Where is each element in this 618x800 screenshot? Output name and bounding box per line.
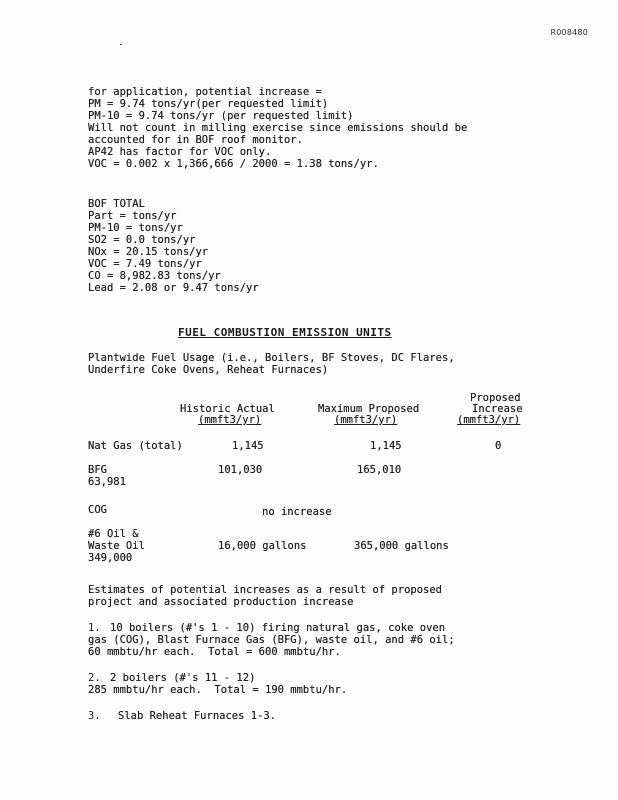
text-line: Will not count in milling exercise since emissions should be (88, 122, 468, 134)
text-line: 285 mmbtu/hr each. Total = 190 mmbtu/hr. (88, 684, 348, 696)
text-line: VOC = 7.49 tons/yr (88, 258, 202, 270)
text-line: Lead = 2.08 or 9.47 tons/yr (88, 282, 259, 294)
row-increase-bfg: 63,981 (88, 476, 126, 488)
row-maximum-oil: 365,000 gallons (354, 540, 449, 552)
row-historic-natgas: 1,145 (232, 440, 264, 452)
header-increase-unit: (mmft3/yr) (457, 414, 521, 426)
scan-speck (120, 44, 122, 45)
text-line: CO = 8,982.83 tons/yr (88, 270, 221, 282)
row-maximum-natgas: 1,145 (370, 440, 402, 452)
text-line: gas (COG), Blast Furnace Gas (BFG), waste oil, and #6 oil; (88, 634, 455, 646)
item-2-text (110, 672, 255, 684)
potential-increase-block (88, 86, 467, 170)
row-maximum-cog: no increase (262, 506, 332, 518)
text-line: 10 boilers (#'s 1 - 10) firing natural gas, coke oven (110, 622, 446, 634)
row-historic-bfg: 101,030 (218, 464, 263, 476)
row-label-cog: COG (88, 504, 107, 516)
item-2-continued (88, 684, 347, 696)
row-label-oil-2: Waste Oil (88, 540, 145, 552)
text-line: SO2 = 0.0 tons/yr (88, 234, 196, 246)
row-label-natgas: Nat Gas (total) (88, 440, 183, 452)
item-3-text (118, 710, 276, 722)
text-line: PM = 9.74 tons/yr(per requested limit) (88, 98, 329, 110)
text-line: Plantwide Fuel Usage (i.e., Boilers, BF Stoves, DC Flares, (88, 352, 455, 364)
header-proposed: Proposed (470, 392, 521, 404)
item-number-2: 2. (88, 672, 101, 684)
text-line: AP42 has factor for VOC only. (88, 146, 272, 158)
text-line: Part = tons/yr (88, 210, 177, 222)
section-heading: FUEL COMBUSTION EMISSION UNITS (178, 326, 392, 339)
header-historic-unit: (mmft3/yr) (198, 414, 262, 426)
bof-total-title: BOF TOTAL (88, 198, 145, 210)
text-line: for application, potential increase = (88, 86, 322, 98)
item-number-1: 1. (88, 622, 101, 634)
item-number-3: 3. (88, 710, 101, 722)
document-id: R008480 (550, 28, 588, 37)
bof-total-block (88, 198, 259, 294)
text-line: Estimates of potential increases as a result of proposed (88, 584, 443, 596)
explanation-block (88, 584, 442, 608)
row-increase-natgas: 0 (495, 440, 502, 452)
header-historic: Historic Actual (180, 403, 275, 415)
fuel-usage-intro (88, 352, 455, 376)
row-label-bfg: BFG (88, 464, 107, 476)
header-increase: Increase (472, 403, 523, 415)
text-line: NOx = 20.15 tons/yr (88, 246, 209, 258)
row-maximum-bfg: 165,010 (357, 464, 402, 476)
text-line: accounted for in BOF roof monitor. (88, 134, 303, 146)
header-maximum-unit: (mmft3/yr) (334, 414, 398, 426)
item-1-continued (88, 634, 455, 658)
header-maximum: Maximum Proposed (318, 403, 420, 415)
text-line: project and associated production increase (88, 596, 354, 608)
row-historic-oil: 16,000 gallons (218, 540, 307, 552)
text-line: PM-10 = tons/yr (88, 222, 183, 234)
row-label-oil: #6 Oil & (88, 528, 139, 540)
row-increase-oil: 349,000 (88, 552, 133, 564)
text-line: 2 boilers (#'s 11 - 12) (110, 672, 256, 684)
text-line: Underfire Coke Ovens, Reheat Furnaces) (88, 364, 329, 376)
text-line: Slab Reheat Furnaces 1-3. (118, 710, 277, 722)
item-1-text (110, 622, 445, 634)
text-line: 60 mmbtu/hr each. Total = 600 mmbtu/hr. (88, 646, 341, 658)
text-line: PM-10 = 9.74 tons/yr (per requested limit) (88, 110, 354, 122)
text-line: VOC = 0.002 x 1,366,666 / 2000 = 1.38 tons/yr. (88, 158, 379, 170)
